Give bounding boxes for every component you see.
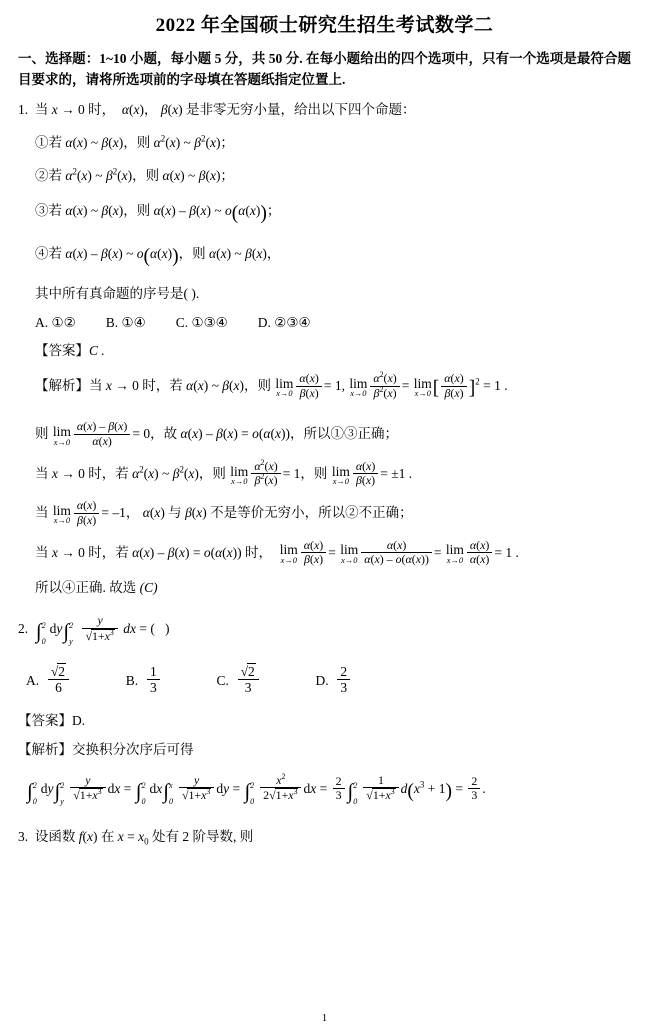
question-1-solution-line-3: 当 x → 0 时，若 $\alpha^2(x)$ ~ $\beta^2(x)$，则 lim x→0 $\frac{\alpha^2(x)}{\beta^2(x)}$ = 1，则 lim x→0 $\frac{\alpha(x)}{\beta(x)}$ = ±1 . <box>35 457 413 488</box>
option-d[interactable]: D. $\frac{2}{3}$ <box>316 673 353 688</box>
question-1-proposition-1: ①若 α(x) ~ β(x)，则 $\alpha^2(x)$ ~ $\beta^2(x)$； <box>35 133 234 150</box>
page-number: 1 <box>321 1012 328 1024</box>
option-c[interactable]: C. $\frac{√2}{3}$ <box>216 673 260 688</box>
question-1-solution-conclusion: 所以④正确. 故选 (C) <box>35 580 158 596</box>
page-title: 2022 年全国硕士研究生招生考试数学二 <box>155 15 494 36</box>
question-1-proposition-2: ②若 $\alpha^2(x)$ ~ $\beta^2(x)$，则 α(x) ~ β(x)； <box>35 166 234 184</box>
question-1-solution-line-1: 【解析】当 x → 0 时，若 α(x) ~ β(x)，则 lim x→0 $\frac{\alpha(x)}{\beta(x)}$ = 1, lim x→0 $\frac{\alpha^2(x)}{\beta^2(x)}$ = lim x→0 [ $\frac{\alpha(x)}{\beta(x)}$ ]$^2$ = 1 . <box>35 370 508 400</box>
question-1-options <box>18 315 631 331</box>
option-a[interactable]: A. ①② <box>35 315 76 331</box>
option-d[interactable]: D. ②③④ <box>257 315 311 331</box>
question-1-proposition-3: ③若 α(x) ~ β(x)，则 α(x) – β(x) ~ o(α(x))； <box>35 203 281 225</box>
answer-value: C . <box>89 343 105 359</box>
section-heading: 一、选择题：1~10 小题，每小题 5 分，共 50 分. 在每小题给出的四个选项中，只有一个选项是最符合题目要求的，请将所选项前的字母填在答题纸指定位置上. <box>18 50 631 87</box>
question-2-answer: 【答案】D. <box>18 713 86 729</box>
question-1-ask: 其中所有真命题的序号是( ). <box>35 286 200 301</box>
question-1-solution-line-5: 当 x → 0 时，若 α(x) – β(x) = o(α(x)) 时， lim x→0 $\frac{\alpha(x)}{\beta(x)}$ = lim x→0 $\frac{\alpha(x)}{\alpha(x) - o(\alpha(x))}$ = lim x→0 $\frac{\alpha(x)}{\alpha(x)}$ = 1 . <box>35 537 519 567</box>
question-2-solution-equation: ∫ 0 2 dy∫ y 2 $\frac{y}{√1+x^3}$ dx = ∫ 0 2 dx∫ 0 x $\frac{y}{√1+x^3}$ dy = ∫ 0 2 $\frac{x^2}{2√1+x^3}$ dx = $\frac{2}{3}$ ∫ 0 2 $\frac{1}{√1+x^3}$ $d(x^3 + 1)$ = $\frac{2}{3}$ . <box>27 772 486 806</box>
option-b[interactable]: B. ①④ <box>105 315 146 331</box>
option-c[interactable]: C. ①③④ <box>175 315 228 331</box>
question-1-answer <box>18 339 631 359</box>
question-1-solution-line-2: 则 lim x→0 $\frac{\alpha(x) - \beta(x)}{\alpha(x)}$ = 0，故 α(x) – β(x) = o(α(x))，所以①③正确； <box>35 419 399 448</box>
question-2-options <box>18 663 631 695</box>
answer-label: 【答案】 <box>35 343 89 359</box>
option-b[interactable]: B. $\frac{1}{3}$ <box>126 673 162 688</box>
question-2-solution-intro: 【解析】交换积分次序后可得 <box>18 742 194 758</box>
question-1-proposition-4: ④若 α(x) – β(x) ~ o(α(x))，则 α(x) ~ β(x)， <box>35 245 281 267</box>
question-3-stem: 3. 设函数 f(x) 在 $x = x_0$ 处有 2 阶导数, 则 <box>18 829 254 847</box>
question-1-stem: 1. 当 x → 0 时， α(x)， β(x) 是非零无穷小量，给出以下四个命题： <box>18 101 416 117</box>
option-a[interactable]: A. $\frac{√2}{6}$ <box>26 673 71 688</box>
question-2-stem: 2. ∫ 0 2 dy∫ y 2 $\frac{y}{√1+x^3}$ dx = ( ) <box>18 613 170 646</box>
question-1-solution-line-4: 当 lim x→0 $\frac{\alpha(x)}{\beta(x)}$ = –1， α(x) 与 β(x) 不是等价无穷小，所以②不正确； <box>35 498 413 527</box>
